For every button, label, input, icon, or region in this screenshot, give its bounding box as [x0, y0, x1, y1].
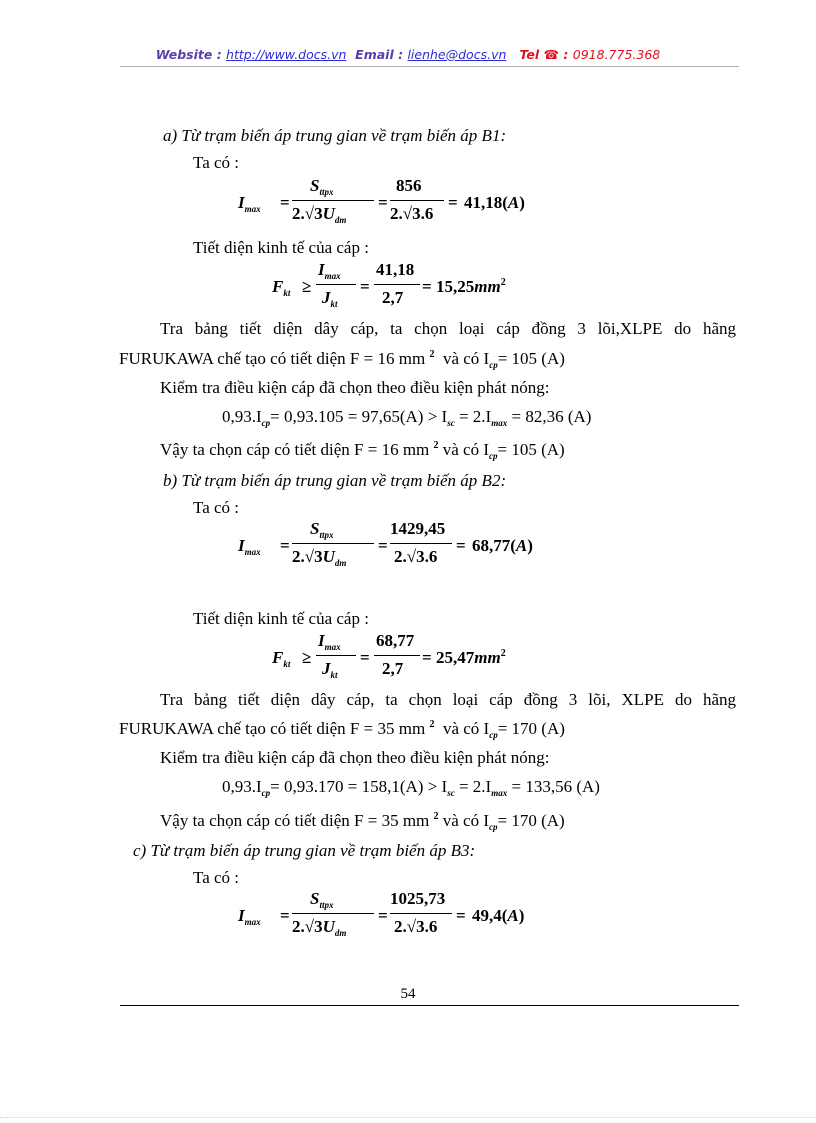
ta-co-b: Ta có :	[193, 498, 240, 517]
email-link[interactable]: lienhe@docs.vn	[407, 47, 507, 62]
kiem-tra-a: Kiểm tra điều kiện cáp đã chọn theo điều kiện phát nóng:	[160, 378, 550, 397]
equation-b-imax: $I_{max}$ = $S_{ttpx}$ $2.√3U_{dm}$ = 1429,45 2.√3.6 = 68,77(A)	[238, 519, 533, 568]
eq-symbol-i: $I_{max}$	[238, 193, 261, 214]
tra-bang-b: Tra bảng tiết diện dây cáp, ta chọn loại cáp đồng 3 lõi, XLPE do hãng	[160, 690, 736, 709]
tel-number: 0918.775.368	[572, 47, 661, 62]
furukawa-b: FURUKAWA chế tạo có tiết diện F = 35 mm $^2$ và có $I_{cp}= 170$ (A)	[119, 719, 565, 740]
furukawa-a: FURUKAWA chế tạo có tiết diện F = 16 mm $^2$ và có $I_{cp}= 105$ (A)	[119, 349, 565, 370]
email-label: Email :	[355, 47, 408, 62]
equation-a-fkt: $F_{kt}$ ≥ $I_{max}$ $J_{kt}$ = 41,18 2,7 = $15,25mm^2$	[272, 260, 506, 309]
website-link[interactable]: http://www.docs.vn	[226, 47, 347, 62]
ta-co-c: Ta có :	[193, 868, 240, 887]
website-label: Website :	[155, 47, 227, 62]
kiem-tra-b: Kiểm tra điều kiện cáp đã chọn theo điều kiện phát nóng:	[160, 748, 550, 767]
footer-rule	[120, 1005, 739, 1006]
tra-bang-a: Tra bảng tiết diện dây cáp, ta chọn loại cáp đồng 3 lõi,XLPE do hãng	[160, 319, 736, 338]
page-header	[0, 47, 816, 62]
page-edge-dots	[0, 1117, 816, 1118]
section-b-title: b) Từ trạm biến áp trung gian về trạm biến áp B2:	[163, 471, 507, 490]
tiet-dien-kt-b: Tiết diện kinh tế của cáp :	[193, 609, 369, 628]
section-a-title: a) Từ trạm biến áp trung gian về trạm biến áp B1:	[163, 126, 507, 145]
header-rule	[120, 66, 739, 67]
vay-ta-b: Vậy ta chọn cáp có tiết diện F = 35 mm $^2$ và có $I_{cp}= 170$ (A)	[160, 811, 565, 832]
check-b: $0,93.I_{cp}= 0,93.170 = 158,1(A) > I_{sc} = 2.I_{max} = 133,56$ (A)	[222, 777, 600, 798]
page-number: 54	[400, 986, 416, 1002]
equation-b-fkt: $F_{kt}$ ≥ $I_{max}$ $J_{kt}$ = 68,77 2,7 = $25,47mm^2$	[272, 631, 506, 680]
tel-label: Tel ☎ :	[519, 47, 573, 62]
equation-a-imax: $I_{max}$ = $S_{ttpx}$ $2.√3U_{dm}$ = 856 2.√3.6 = 41,18(A)	[238, 176, 525, 225]
tiet-dien-kt-a: Tiết diện kinh tế của cáp :	[193, 238, 369, 257]
check-a: $0,93.I_{cp}= 0,93.105 = 97,65(A) > I_{sc} = 2.I_{max} = 82,36$ (A)	[222, 407, 592, 428]
equation-c-imax: $I_{max}$ = $S_{ttpx}$ $2.√3U_{dm}$ = 1025,73 2.√3.6 = 49,4(A)	[238, 889, 525, 938]
vay-ta-a: Vậy ta chọn cáp có tiết diện F = 16 mm $^2$ và có $I_{cp}= 105$ (A)	[160, 440, 565, 461]
ta-co-a: Ta có :	[193, 153, 240, 172]
section-c-title: c) Từ trạm biến áp trung gian về trạm biến áp B3:	[133, 841, 476, 860]
